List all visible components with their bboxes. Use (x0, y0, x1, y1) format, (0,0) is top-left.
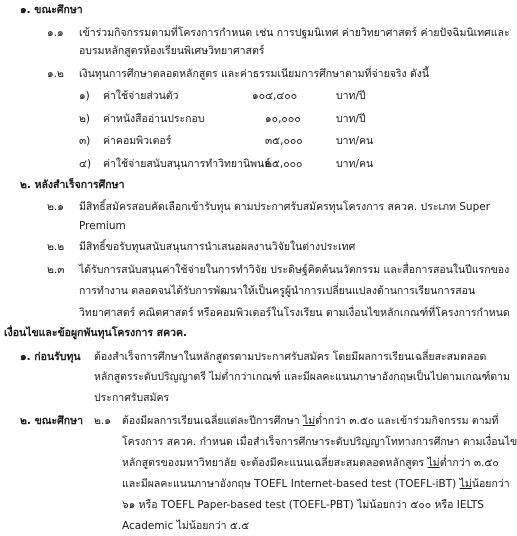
condition-1-line-1: ต้องสำเร็จการศึกษาในหลักสูตรตามประกาศรับสมัคร โดยมีผลการเรียนเฉลี่ยสะสมตลอด (94, 351, 487, 363)
text-run: น้อยกว่า (471, 478, 510, 490)
fee-row-amount: ๒๕,๐๐๐ (265, 158, 303, 170)
condition-1-line-3: ประกาศรับสมัคร (94, 392, 170, 404)
condition-2-line-2: โครงการ สควค. กำหนด เมื่อสำเร็จการศึกษาระดับปริญญาโททางการศึกษา ตามเงื่อนไข (122, 436, 517, 448)
fee-row-unit: บาท/ปี (336, 113, 366, 125)
fee-row-number: ๔) (79, 158, 92, 170)
item-2-3-line-3: วิทยาศาสตร์ คณิตศาสตร์ หรือคอมพิวเตอร์ในโรงเรียน ตามเงื่อนไขหลักเกณฑ์ที่โครงการกำหนด (79, 307, 510, 319)
item-2-2-number: ๒.๒ (47, 241, 65, 253)
condition-2-line-5: ๖๑ หรือ TOEFL Paper-based test (TOEFL-PBT) ไม่น้อยกว่า ๕๐๐ หรือ IELTS (122, 499, 484, 511)
item-2-3-line-2: การทำงาน ตลอดจนได้รับการพัฒนาให้เป็นครูผู้นำการเปลี่ยนแปลงด้านการเรียนการสอน (79, 285, 476, 297)
text-run: และมีผลคะแนนภาษาอังกฤษ TOEFL Internet-based test (TOEFL-iBT) (122, 478, 460, 490)
condition-2-line-4 (122, 477, 510, 491)
fee-row-number: ๓) (79, 135, 91, 147)
item-1-2-number: ๑.๒ (47, 68, 64, 80)
fee-row-unit: บาท/คน (336, 158, 374, 170)
fee-row-label: ค่าคอมพิวเตอร์ (103, 135, 172, 147)
fee-row-amount: ๑๐,๐๐๐ (265, 113, 301, 125)
item-2-1-number: ๒.๑ (47, 201, 64, 213)
text-run: หลักสูตรของมหาวิทยาลัย จะต้องมีคะแนนเฉลี่ยสะสมตลอดหลักสูตร (122, 457, 428, 469)
fee-row-number: ๒) (79, 113, 91, 125)
text-run: ต่ำกว่า ๓.๕๐ (439, 457, 499, 469)
condition-1-line-2: หลักสูตรระดับปริญญาตรี ไม่ต่ำกว่าเกณฑ์ และมีผลคะแนนภาษาอังกฤษเป็นไปตามเกณฑ์ตาม (94, 371, 510, 383)
condition-2-line-3 (122, 456, 499, 470)
item-2-2-line-1: มีสิทธิ์ขอรับทุนสนับสนุนการนำเสนอผลงานวิจัยในต่างประเทศ (79, 241, 356, 253)
item-2-3-line-1: ได้รับการสนับสนุนค่าใช้จ่ายในการทำวิจัย ประดิษฐ์คิดค้นนวัตกรรม และสื่อการสอนในปีแรกของ (79, 264, 510, 276)
fee-row-label: ค่าใช้จ่ายส่วนตัว (103, 90, 179, 102)
item-1-2-line-1: เงินทุนการศึกษาตลอดหลักสูตร และค่าธรรมเนียมการศึกษาตามที่จ่ายจริง ดังนี้ (79, 68, 430, 80)
fee-row-number: ๑) (79, 90, 90, 102)
fee-row-label: ค่าใช้จ่ายสนับสนุนการทำวิทยานิพนธ์ (103, 158, 271, 170)
item-1-1-line-2: อบรมหลักสูตรห้องเรียนพิเศษวิทยาศาสตร์ (79, 45, 265, 57)
item-2-1-line-1: มีสิทธิ์สมัครสอบคัดเลือกเข้ารับทุน ตามประกาศรับสมัครทุนโครงการ สควค. ประเภท Super (79, 201, 491, 213)
text-run: ต่ำกว่า ๓.๕๐ และเข้าร่วมกิจกรรม ตามที่ (315, 415, 499, 427)
fee-row-amount: ๓๕,๐๐๐ (265, 135, 303, 147)
fee-row-unit: บาท/ปี (336, 90, 366, 102)
item-2-3-number: ๒.๓ (47, 264, 65, 276)
fee-row-amount: ๑๐๔,๔๐๐ (252, 90, 298, 102)
section-1-heading: ๑. ขณะศึกษา (20, 4, 83, 16)
item-1-1-number: ๑.๑ (47, 27, 64, 39)
underlined-text: ไม่ (302, 415, 316, 427)
section-2-heading: ๒. หลังสำเร็จการศึกษา (20, 179, 125, 191)
condition-2-line-1 (122, 414, 498, 428)
condition-2-1-number: ๒.๑ (94, 415, 111, 427)
condition-2-line-6: Academic ไม่น้อยกว่า ๕.๕ (122, 520, 250, 532)
fee-row-label: ค่าหนังสืออ่านประกอบ (103, 113, 205, 125)
fee-row-unit: บาท/คน (336, 135, 374, 147)
text-run: ต้องมีผลการเรียนเฉลี่ยแต่ละปีการศึกษา (122, 415, 303, 427)
condition-1-label: ๑. ก่อนรับทุน (20, 351, 81, 363)
condition-2-label: ๒. ขณะศึกษา (20, 415, 83, 427)
item-1-1-line-1: เข้าร่วมกิจกรรมตามที่โครงการกำหนด เช่น การปฐมนิเทศ ค่ายวิทยาศาสตร์ ค่ายปัจฉิมนิเทศและ (79, 27, 510, 39)
underlined-text: ไม่ (459, 478, 472, 490)
underlined-text: ไม่ (427, 457, 440, 469)
conditions-heading: เงื่อนไขและข้อผูกพันทุนโครงการ สควค. (4, 327, 188, 339)
item-2-1-line-2: Premium (79, 220, 126, 232)
